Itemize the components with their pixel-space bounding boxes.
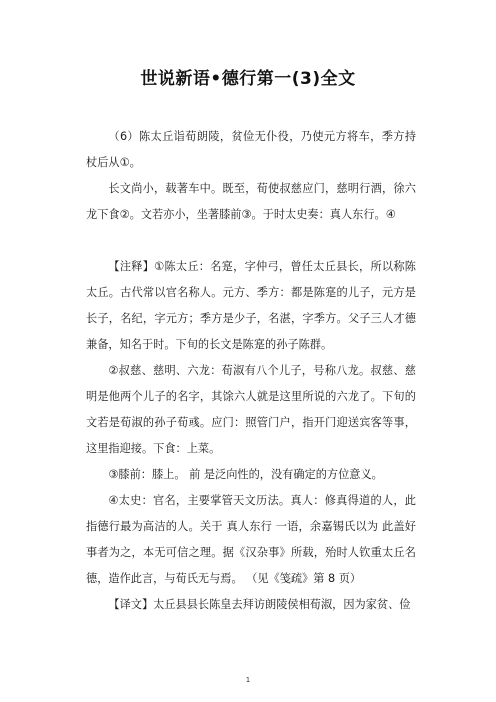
page-number: 1	[245, 676, 251, 684]
paragraph-note-2: ②叔慈、慈明、六龙：荀淑有八个儿子，号称八龙。叔慈、慈明是他两个儿子的名字，其馀六人就是这里所说的六龙了。下旬的文若是荀淑的孙子荀彧。应门：照管门户，指开门迎送宾客等事，这里指迎接。下食：上菜。	[86, 364, 416, 455]
paragraph-translation: 【译文】太丘县县长陈皇去拜访朗陵侯相荀淑，因为家贫、俭	[108, 598, 411, 611]
paragraph-note-1: 【注释】①陈太丘：名寔，字仲弓，曾任太丘县长，所以称陈太丘。古代常以官名称人。元方、季方：都是陈寔的儿子，元方是长子，名纪，字元方；季方是少子，名湛，字季方。父子三人才德兼备，知名于时。下旬的长文是陈寔的孙子陈群。	[86, 260, 416, 351]
paragraph-note-3: ③膝前：膝上。 前 是泛向性的，没有确定的方位意义。	[108, 468, 383, 481]
paragraph-note-4: ④太史：官名，主要掌管天文历法。真人：修真得道的人，此指德行最为高洁的人。关于 真人东行 一语，余嘉锡氏以为 此盖好事者为之，本无可信之理。据《汉杂事》所载，殆时人钦重太丘名德，造作此言，与荀氏无与焉。 （见《笺疏》第 8 页）	[86, 494, 416, 585]
document-title: 世说新语•德行第一(3)全文	[140, 69, 356, 89]
paragraph-story-2: 长文尚小，载著车中。既至，荀使叔慈应门，慈明行酒，徐六龙下食②。文若亦小，坐著膝前③。于时太史奏：真人东行。④	[86, 182, 416, 221]
paragraph-story-1: （6）陈太丘诣荀朗陵，贫俭无仆役，乃使元方将车，季方持杖后从①。	[86, 130, 416, 169]
document-body	[86, 124, 416, 618]
